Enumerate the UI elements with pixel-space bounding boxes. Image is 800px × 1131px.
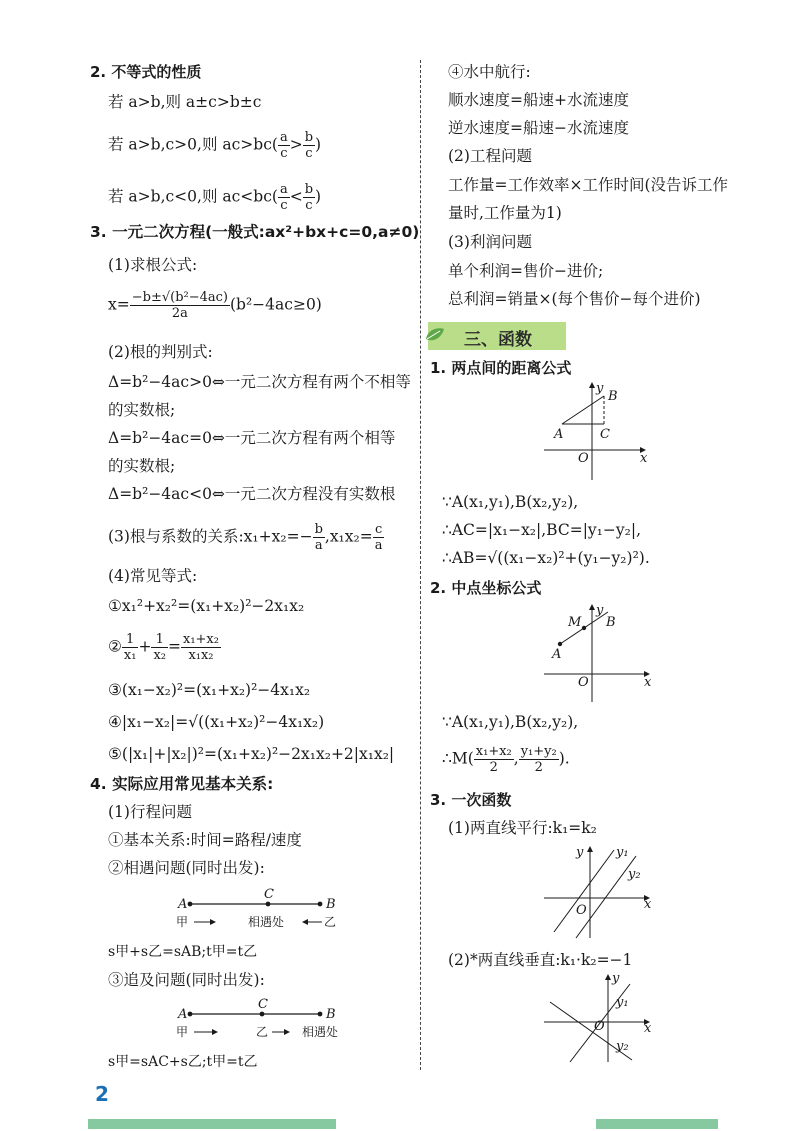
profit-total: 总利润=销量×(每个售价−每个进价) bbox=[448, 290, 701, 308]
midpoint-formula: ∴M( $\frac{\text{x₁+x₂}}{2}$ , $\frac{\text{y₁+y₂}}{2}$ ). bbox=[442, 744, 570, 775]
y-axis-label: y bbox=[612, 972, 620, 986]
travel-heading: (1)行程问题 bbox=[108, 803, 192, 821]
parallel-lines-rule: (1)两直线平行:k₁=k₂ bbox=[448, 819, 597, 837]
distance-given: ∵A(x₁,y₁),B(x₂,y₂), bbox=[442, 493, 579, 511]
fraction-b-over-c: $\frac{b}{c}$ bbox=[304, 130, 314, 161]
water-downstream: 顺水速度=船速+水流速度 bbox=[448, 91, 629, 109]
meeting-problem: ②相遇问题(同时出发): bbox=[108, 859, 265, 877]
line-y1-label: y₁ bbox=[616, 995, 629, 1010]
section-title-applications: 4. 实际应用常见基本关系: bbox=[90, 775, 274, 793]
line-y1-label: y₁ bbox=[616, 845, 629, 860]
distance-legs: ∴AC=|x₁−x₂|,BC=|y₁−y₂|, bbox=[442, 521, 641, 539]
fraction-a-over-c: $\frac{a}{c}$ bbox=[279, 182, 288, 213]
meeting-place-label: 相遇处 bbox=[302, 1025, 339, 1039]
point-b-label: B bbox=[326, 1007, 336, 1022]
line-y2-label: y₂ bbox=[628, 867, 641, 882]
chase-problem: ③追及问题(同时出发): bbox=[108, 971, 265, 989]
point-c-label: C bbox=[264, 887, 274, 902]
origin-label: O bbox=[594, 1019, 605, 1034]
midpoint-given: ∵A(x₁,y₁),B(x₂,y₂), bbox=[442, 713, 579, 731]
profit-unit: 单个利润=售价−进价; bbox=[448, 262, 604, 280]
chase-formula: s甲=sAC+s乙;t甲=t乙 bbox=[108, 1054, 258, 1070]
x-axis-label: x bbox=[644, 897, 652, 912]
identity-2: ② $\frac{1}{\text{x₁}}$ + $\frac{1}{\text{x₂}}$ = $\frac{\text{x₁+x₂}}{\text{x₁x₂}}$ bbox=[108, 632, 219, 663]
bottom-bar-left bbox=[88, 1119, 336, 1129]
work-formula: 工作量=工作效率×工作时间(没告诉工作 bbox=[448, 176, 729, 194]
distance-formula: ∴AB=√((x₁−x₂)²+(y₁−y₂)²). bbox=[442, 549, 650, 567]
meeting-diagram bbox=[160, 886, 360, 936]
meeting-formula: s甲+s乙=sAB;t甲=t乙 bbox=[108, 944, 258, 960]
origin-label: O bbox=[576, 903, 587, 918]
root-formula: x= $\frac{\text{−b±√(b²−4ac)}}{2a}$ (b²−4ac≥0) bbox=[108, 290, 322, 321]
inequality-rule-2: 若 a>b,c>0,则 ac>bc( $\frac{a}{c}$ > $\frac{b}{c}$ ) bbox=[108, 130, 322, 161]
water-upstream: 逆水速度=船速−水流速度 bbox=[448, 119, 629, 137]
origin-label: O bbox=[578, 451, 589, 466]
section-banner-functions bbox=[428, 322, 566, 350]
y-axis-label: y bbox=[596, 603, 604, 618]
section-title-functions: 三、函数 bbox=[464, 330, 532, 350]
y-axis-label: y bbox=[576, 845, 584, 860]
point-b-label: B bbox=[606, 615, 616, 630]
meeting-place-label: 相遇处 bbox=[248, 915, 285, 929]
person-yi-label: 乙 bbox=[324, 915, 337, 929]
identity-3: ③(x₁−x₂)²=(x₁+x₂)²−4x₁x₂ bbox=[108, 681, 311, 699]
discriminant-zero: Δ=b²−4ac=0⇔一元二次方程有两个相等 bbox=[108, 429, 396, 447]
x-axis-label: x bbox=[644, 675, 652, 690]
point-a-label: A bbox=[178, 1007, 188, 1022]
vieta-formula: (3)根与系数的关系:x₁+x₂=− $\frac{b}{a}$ ,x₁x₂= $\frac{c}{a}$ bbox=[108, 522, 383, 553]
discriminant-positive-cont: 的实数根; bbox=[108, 401, 176, 419]
point-c-label: C bbox=[258, 998, 268, 1012]
distance-diagram bbox=[540, 380, 660, 482]
root-formula-heading: (1)求根公式: bbox=[108, 256, 198, 274]
midpoint-diagram bbox=[540, 600, 660, 704]
x-axis-label: x bbox=[644, 1021, 652, 1036]
section-title-midpoint: 2. 中点坐标公式 bbox=[430, 579, 542, 597]
point-m-label: M bbox=[568, 615, 582, 630]
discriminant-zero-cont: 的实数根; bbox=[108, 457, 176, 475]
fraction-a-over-c: $\frac{a}{c}$ bbox=[279, 130, 288, 161]
travel-basic: ①基本关系:时间=路程/速度 bbox=[108, 831, 302, 849]
person-jia-label: 甲 bbox=[176, 915, 189, 929]
identity-5: ⑤(|x₁|+|x₂|)²=(x₁+x₂)²−2x₁x₂+2|x₁x₂| bbox=[108, 745, 395, 763]
point-b-label: B bbox=[326, 897, 336, 912]
chase-diagram bbox=[160, 998, 360, 1048]
person-jia-label: 甲 bbox=[176, 1025, 189, 1039]
point-c-label: C bbox=[600, 427, 610, 442]
x-axis-label: x bbox=[640, 451, 648, 466]
fraction-b-over-c: $\frac{b}{c}$ bbox=[304, 182, 314, 213]
line-y2-label: y₂ bbox=[616, 1039, 629, 1054]
perpendicular-lines-diagram bbox=[540, 972, 670, 1064]
inequality-rule-3: 若 a>b,c<0,则 ac<bc( $\frac{a}{c}$ < $\frac{b}{c}$ ) bbox=[108, 182, 322, 213]
person-yi-label: 乙 bbox=[256, 1025, 269, 1039]
leaf-icon bbox=[424, 325, 446, 345]
discriminant-positive: Δ=b²−4ac>0⇔一元二次方程有两个不相等 bbox=[108, 373, 411, 391]
section-title-inequality: 2. 不等式的性质 bbox=[90, 63, 202, 81]
parallel-lines-diagram bbox=[540, 842, 670, 940]
section-title-quadratic: 3. 一元二次方程(一般式:ax²+bx+c=0,a≠0) bbox=[90, 223, 420, 241]
y-axis-label: y bbox=[596, 381, 604, 396]
column-divider bbox=[420, 60, 421, 1070]
water-heading: ④水中航行: bbox=[448, 63, 531, 81]
point-a-label: A bbox=[554, 427, 564, 442]
section-title-linear-function: 3. 一次函数 bbox=[430, 791, 512, 809]
point-a-label: A bbox=[552, 647, 562, 662]
point-b-label: B bbox=[608, 389, 618, 404]
section-title-distance: 1. 两点间的距离公式 bbox=[430, 359, 572, 377]
point-a-label: A bbox=[178, 897, 188, 912]
origin-label: O bbox=[578, 675, 589, 690]
discriminant-negative: Δ=b²−4ac<0⇔一元二次方程没有实数根 bbox=[108, 485, 396, 503]
bottom-bar-right bbox=[596, 1119, 718, 1129]
work-formula-cont: 量时,工作量为1) bbox=[448, 204, 562, 222]
identity-1: ①x₁²+x₂²=(x₁+x₂)²−2x₁x₂ bbox=[108, 597, 305, 615]
profit-heading: (3)利润问题 bbox=[448, 233, 532, 251]
identity-4: ④|x₁−x₂|=√((x₁+x₂)²−4x₁x₂) bbox=[108, 713, 325, 731]
root-fraction: $\frac{\text{−b±√(b²−4ac)}}{2a}$ bbox=[131, 290, 228, 321]
work-heading: (2)工程问题 bbox=[448, 147, 532, 165]
common-identities-heading: (4)常见等式: bbox=[108, 567, 198, 585]
inequality-rule-1: 若 a>b,则 a±c>b±c bbox=[108, 93, 262, 111]
page-number: 2 bbox=[95, 1082, 109, 1106]
discriminant-heading: (2)根的判别式: bbox=[108, 343, 213, 361]
perpendicular-lines-rule: (2)*两直线垂直:k₁·k₂=−1 bbox=[448, 951, 633, 969]
